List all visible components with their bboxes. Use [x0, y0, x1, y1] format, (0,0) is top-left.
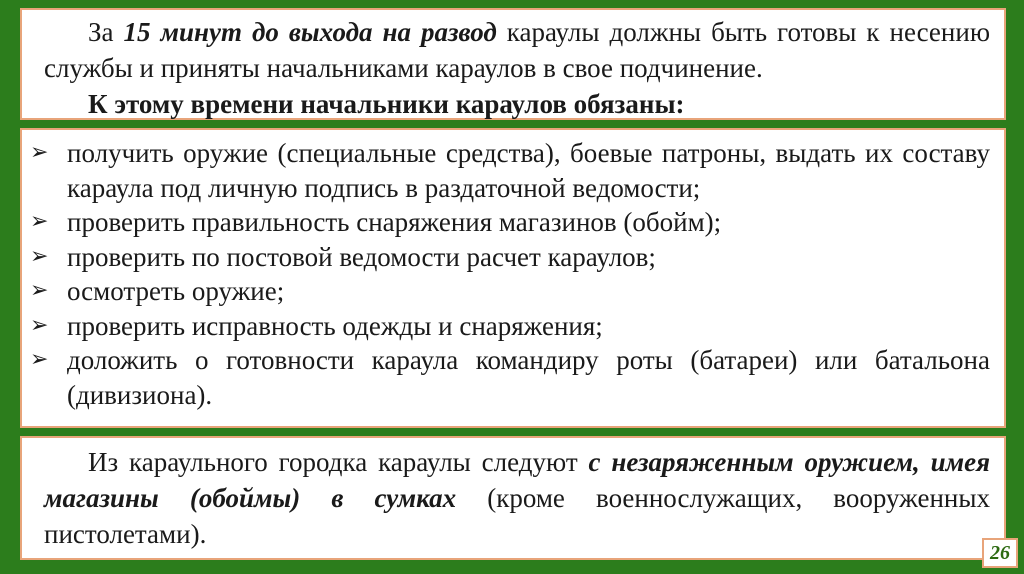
- duty-item: [30, 309, 990, 344]
- duty-text: доложить о готовности караула командиру роты (батареи) или батальона (дивизиона).: [67, 345, 990, 410]
- intro-suffix: караулы должны быть готовы к несению службы и приняты начальниками караулов в свое подчинение.: [44, 17, 990, 83]
- intro-box: [20, 8, 1006, 120]
- duties-list: [30, 136, 990, 412]
- duty-item: [30, 136, 990, 205]
- duty-text: проверить по постовой ведомости расчет караулов;: [67, 241, 656, 272]
- intro-emphasis: 15 минут до выхода на развод: [123, 17, 497, 47]
- duty-item: [30, 205, 990, 240]
- duty-item: [30, 240, 990, 275]
- arrow-bullet-icon: ➢: [30, 278, 49, 303]
- note-emphasis: с незаряженным оружием, имея магазины (обоймы) в сумках: [44, 447, 990, 513]
- note-suffix: (кроме военнослужащих, вооруженных пистолетами).: [44, 483, 990, 549]
- duty-text: осмотреть оружие;: [67, 276, 285, 306]
- arrow-bullet-icon: ➢: [30, 312, 49, 338]
- duty-text: проверить правильность снаряжения магазинов (обойм);: [67, 207, 722, 237]
- intro-paragraph: [44, 14, 990, 86]
- note-prefix: Из караульного городка караулы следуют: [88, 447, 589, 477]
- duty-item: [30, 343, 990, 412]
- intro-heading: К этому времени начальники караулов обязаны:: [88, 89, 685, 119]
- duties-box: [20, 128, 1006, 428]
- note-box: [20, 436, 1006, 560]
- duty-text: получить оружие (специальные средства), боевые патроны, выдать их составу караула под личную подпись в раздаточной ведомости;: [67, 138, 990, 203]
- arrow-bullet-icon: ➢: [30, 140, 49, 165]
- page-number: 26: [982, 538, 1018, 568]
- note-paragraph: [44, 444, 990, 552]
- arrow-bullet-icon: ➢: [30, 209, 49, 234]
- intro-prefix: За: [88, 17, 124, 47]
- arrow-bullet-icon: ➢: [30, 347, 49, 372]
- duty-item: [30, 274, 990, 309]
- duty-text: проверить исправность одежды и снаряжения;: [67, 310, 603, 341]
- arrow-bullet-icon: ➢: [30, 243, 49, 269]
